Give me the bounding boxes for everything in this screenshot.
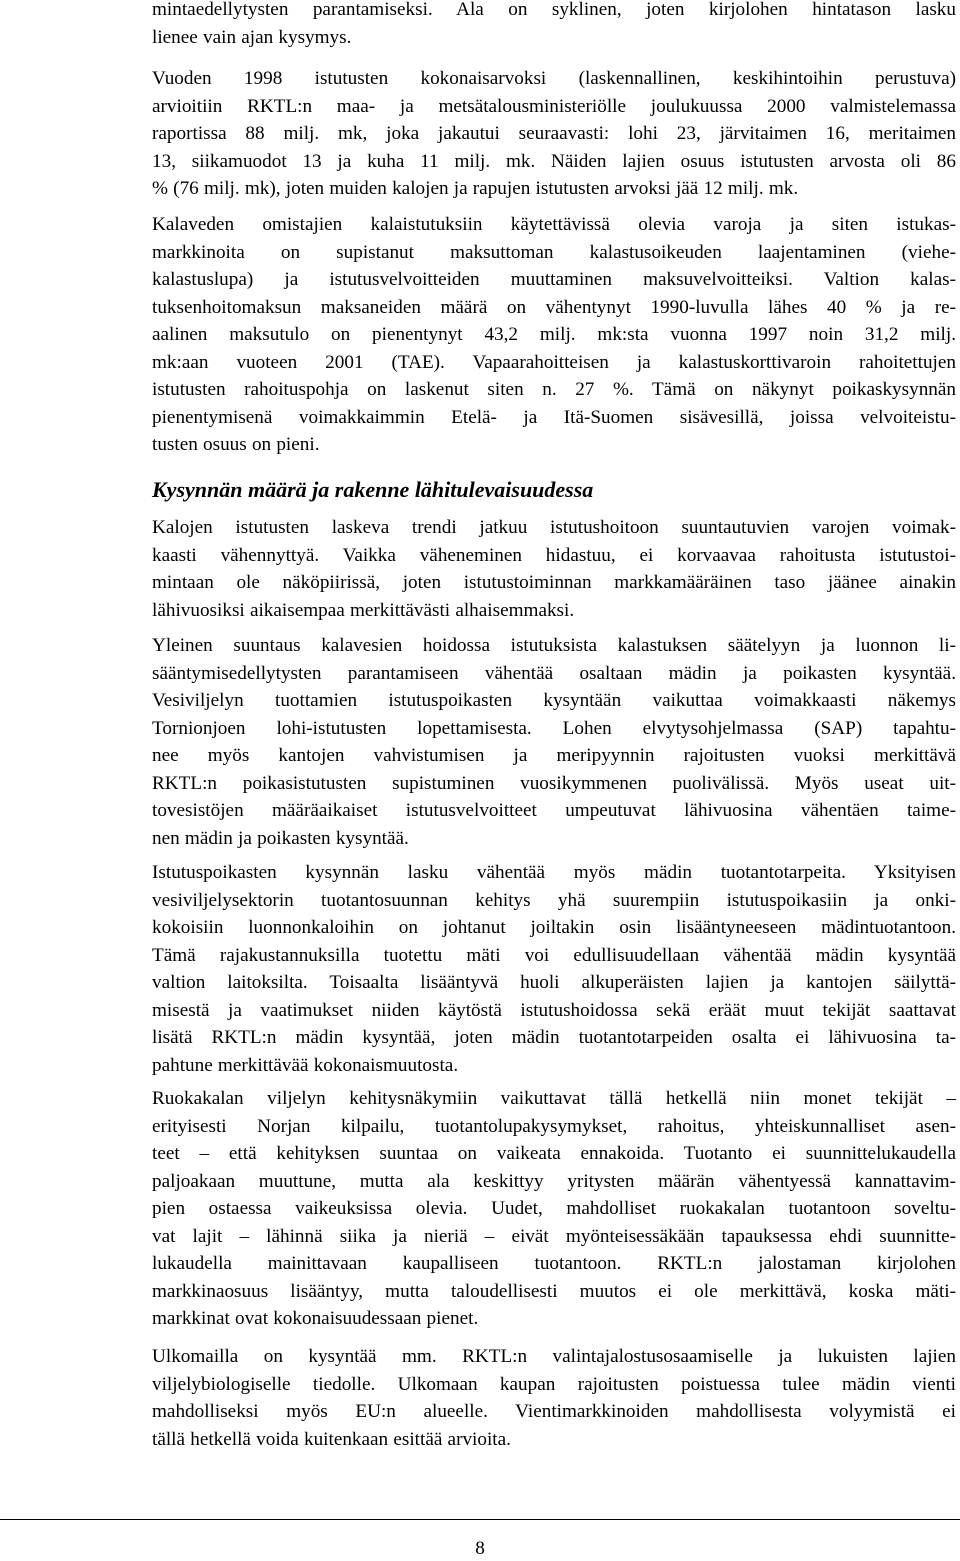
text-line: sääntymisedellytysten parantamiseen vähentää osaltaan mädin ja poikasten kysyntää. xyxy=(152,662,956,684)
text-line: valtion laitoksilta. Toisaalta lisääntyvä huoli alkuperäisten lajien ja kantojen säilyttä- xyxy=(152,972,956,993)
text-line: kaasti vähennyttyä. Vaikka väheneminen hidastuu, ei korvaavaa rahoitusta istutustoi- xyxy=(152,544,956,566)
text-line: Ruokakalan viljelyn kehitysnäkymiin vaikuttavat tällä hetkellä niin monet tekijät – xyxy=(152,1088,956,1109)
text-line: vesiviljelysektorin tuotantosuunnan kehitys yhä suurempiin istutuspoikasiin ja onki- xyxy=(152,889,956,911)
paragraph-6 xyxy=(152,1085,956,1333)
paragraph-2 xyxy=(152,211,956,459)
text-line: mintaedellytysten parantamiseksi. Ala on syklinen, joten kirjolohen hintatason lasku xyxy=(152,0,956,20)
text-line: nee myös kantojen vahvistumisen ja meripyynnin rajoitusten vuoksi merkittävä xyxy=(152,745,956,766)
paragraph-0 xyxy=(152,0,956,51)
text-line: Ulkomailla on kysyntää mm. RKTL:n valintajalostusosaamiselle ja lukuisten lajien xyxy=(152,1346,956,1367)
text-line: Yleinen suuntaus kalavesien hoidossa istutuksista kalastuksen säätelyyn ja luonnon li- xyxy=(152,635,956,656)
text-line: lisätä RKTL:n mädin kysyntää, joten mädin tuotantotarpeiden osalta ei lähivuosina ta- xyxy=(152,1027,956,1048)
text-line: paljoakaan muuttune, mutta ala keskittyy yritysten määrän vähentyessä kannattavim- xyxy=(152,1170,956,1192)
text-line: lukaudella mainittavaan kaupalliseen tuotantoon. RKTL:n jalostaman kirjolohen xyxy=(152,1253,956,1274)
text-line: Istutuspoikasten kysynnän lasku vähentää myös mädin tuotantotarpeita. Yksityisen xyxy=(152,862,956,883)
text-line: erityisesti Norjan kilpailu, tuotantolupakysymykset, rahoitus, yhteiskunnalliset asen- xyxy=(152,1115,956,1137)
text-line: pahtune merkittävää kokonaismuutosta. xyxy=(152,1054,459,1076)
text-line: aalinen maksutulo on pienentynyt 43,2 milj. mk:sta vuonna 1997 noin 31,2 milj. xyxy=(152,324,956,345)
text-line: kokoisiin luonnonkaloihin on johtanut joiltakin osin lisääntyneeseen mädintuotantoon. xyxy=(152,917,956,938)
text-line: RKTL:n poikasistutusten supistuminen vuosikymmenen puolivälissä. Myös useat uit- xyxy=(152,772,956,794)
text-line: Kalaveden omistajien kalaistutuksiin käytettävissä olevia varoja ja siten istukas- xyxy=(152,214,956,235)
text-line: pien ostaessa vaikeuksissa olevia. Uudet, mahdolliset ruokakalan tuotantoon soveltu- xyxy=(152,1198,956,1219)
text-line: mahdolliseksi myös EU:n alueelle. Vientimarkkinoiden mahdollisesta volyymistä ei xyxy=(152,1401,956,1422)
text-line: markkinaosuus lisääntyy, mutta taloudellisesti muutos ei ole merkittävä, koska mäti- xyxy=(152,1280,956,1302)
section-heading: Kysynnän määrä ja rakenne lähitulevaisuudessa xyxy=(152,477,594,502)
text-line: istutusten rahoituspohja on laskenut siten n. 27 %. Tämä on näkynyt poikaskysynnän xyxy=(152,379,956,400)
text-line: tovesistöjen määräaikaiset istutusvelvoitteet umpeutuvat lähivuosina vähentäen taime- xyxy=(152,800,956,821)
text-line: Vesiviljelyn tuottamien istutuspoikasten kysyntään vaikuttaa voimakkaasti näkemys xyxy=(152,690,956,711)
page-number: 8 xyxy=(475,1538,485,1559)
text-line: Tornionjoen lohi-istutusten lopettamisesta. Lohen elvytysohjelmassa (SAP) tapahtu- xyxy=(152,717,956,739)
text-line: 13, siikamuodot 13 ja kuha 11 milj. mk. Näiden lajien osuus istutusten arvosta oli 86 xyxy=(152,150,956,172)
paragraph-1 xyxy=(152,65,956,203)
text-line: teet – että kehityksen suuntaa on vaikeata ennakoida. Tuotanto ei suunnittelukaudella xyxy=(152,1143,956,1164)
text-line: % (76 milj. mk), joten muiden kalojen ja rapujen istutusten arvoksi jää 12 milj. mk. xyxy=(152,178,799,199)
text-line: nen mädin ja poikasten kysyntää. xyxy=(152,827,409,849)
text-line: misestä ja vaatimukset niiden käytöstä istutushoidossa sekä eräät muut tekijät saattavat xyxy=(152,999,956,1021)
text-line: arvioitiin RKTL:n maa- ja metsätalousministeriölle joulukuussa 2000 valmistelemassa xyxy=(152,95,956,117)
text-line: markkinoita on supistanut maksuttoman kalastusoikeuden laajentaminen (viehe- xyxy=(152,241,956,263)
text-line: raportissa 88 milj. mk, joka jakautui seuraavasti: lohi 23, järvitaimen 16, meritaimen xyxy=(152,123,956,144)
text-line: lähivuosiksi aikaisempaa merkittävästi alhaisemmaksi. xyxy=(152,599,575,621)
text-line: tuksenhoitomaksun maksaneiden määrä on vähentynyt 1990-luvulla lähes 40 % ja re- xyxy=(152,296,956,318)
text-line: Vuoden 1998 istutusten kokonaisarvoksi (laskennallinen, keskihintoihin perustuva) xyxy=(152,68,956,89)
text-line: Kalojen istutusten laskeva trendi jatkuu istutushoitoon suuntautuvien varojen voimak- xyxy=(152,517,956,538)
text-line: viljelybiologiselle tiedolle. Ulkomaan kaupan rajoitusten poistuessa tulee mädin vienti xyxy=(152,1373,956,1395)
text-line: mintaan ole näköpiirissä, joten istutustoiminnan markkamääräinen taso jäänee ainakin xyxy=(152,572,956,593)
footer-rule xyxy=(0,1519,960,1520)
text-line: vat lajit – lähinnä siika ja nieriä – eivät myönteisessäkään tapauksessa ehdi suunnitte- xyxy=(152,1225,956,1247)
paragraph-5 xyxy=(152,859,956,1079)
text-line: pienentymisenä voimakkaimmin Etelä- ja Itä-Suomen sisävesillä, joissa velvoiteistu- xyxy=(152,406,956,428)
paragraph-3 xyxy=(152,514,956,624)
text-line: markkinat ovat kokonaisuudessaan pienet. xyxy=(152,1308,479,1329)
text-line: Tämä rajakustannuksilla tuotettu mäti voi edullisuudellaan vähentää mädin kysyntää xyxy=(152,944,956,966)
text-line: tusten osuus on pieni. xyxy=(152,434,320,455)
text-line: tällä hetkellä voida kuitenkaan esittää arvioita. xyxy=(152,1428,511,1450)
text-line: kalastuslupa) ja istutusvelvoitteiden muuttaminen maksuvelvoitteiksi. Valtion kalas- xyxy=(152,269,956,290)
text-line: mk:aan vuoteen 2001 (TAE). Vapaarahoitteisen ja kalastuskorttivaroin rahoitettujen xyxy=(152,351,956,373)
paragraph-4 xyxy=(152,632,956,852)
paragraph-7 xyxy=(152,1343,956,1453)
text-line: lienee vain ajan kysymys. xyxy=(152,26,352,48)
